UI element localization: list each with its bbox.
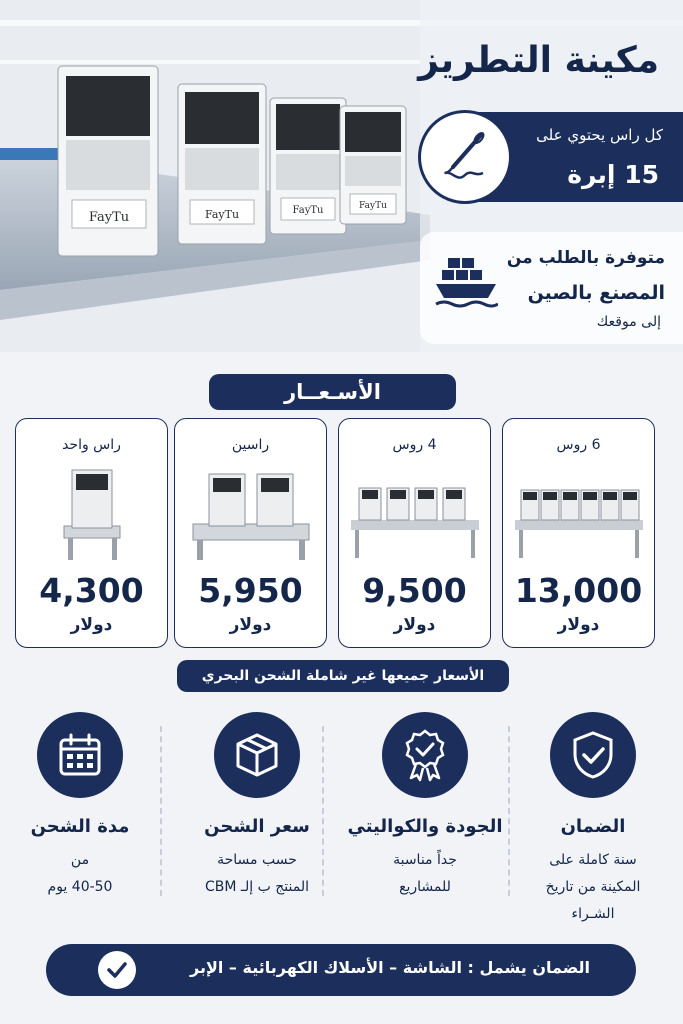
price-currency: دولار bbox=[70, 615, 113, 635]
brand-label-2: FayTu bbox=[204, 208, 240, 221]
price-currency: دولار bbox=[557, 615, 600, 635]
divider bbox=[160, 726, 162, 896]
machine-1-head-image bbox=[24, 464, 160, 564]
feature-line: سنة كاملة على bbox=[549, 852, 637, 868]
feature-line: من bbox=[70, 852, 90, 868]
calendar-icon bbox=[37, 712, 123, 798]
machine-6-heads-image bbox=[511, 464, 647, 564]
brand-label-4: FayTu bbox=[359, 201, 387, 211]
shipping-line-2: المصنع بالصين bbox=[527, 282, 665, 304]
price-value: 5,950 bbox=[198, 571, 303, 610]
machine-2-heads-image bbox=[183, 464, 319, 564]
brand-label-1: FayTu bbox=[88, 210, 130, 225]
feature-quality bbox=[345, 712, 505, 932]
price-card-2-heads bbox=[174, 418, 327, 648]
feature-line: الشـراء bbox=[571, 906, 615, 922]
feature-warranty bbox=[513, 712, 673, 932]
warranty-coverage-banner bbox=[46, 944, 636, 996]
shipping-line-3: إلى موقعك bbox=[596, 314, 661, 330]
feature-line: للمشاريع bbox=[399, 879, 451, 895]
needle-count-caption: كل راس يحتوي على bbox=[536, 126, 663, 144]
feature-shipping-duration bbox=[0, 712, 160, 932]
shield-check-icon bbox=[550, 712, 636, 798]
price-value: 4,300 bbox=[39, 571, 144, 610]
price-card-title: راس واحد bbox=[62, 437, 121, 453]
feature-title: الضمان bbox=[560, 816, 626, 837]
price-currency: دولار bbox=[393, 615, 436, 635]
prices-heading: الأسـعــار bbox=[209, 374, 456, 410]
machine-4-heads-image bbox=[347, 464, 483, 564]
feature-title: الجودة والكواليتي bbox=[347, 816, 503, 837]
feature-line: 40-50 يوم bbox=[47, 879, 113, 895]
price-card-6-heads bbox=[502, 418, 655, 648]
box-icon bbox=[214, 712, 300, 798]
feature-shipping-price bbox=[177, 712, 337, 932]
price-card-1-head bbox=[15, 418, 168, 648]
feature-line: المكينة من تاريخ bbox=[545, 879, 641, 895]
page-title: مكينة التطريز bbox=[418, 40, 659, 81]
price-card-4-heads bbox=[338, 418, 491, 648]
feature-title: مدة الشحن bbox=[30, 816, 130, 837]
needle-thread-icon bbox=[418, 110, 512, 204]
brand-label-3: FayTu bbox=[292, 205, 324, 216]
machine-head bbox=[58, 66, 158, 256]
price-card-title: 6 روس bbox=[556, 437, 601, 453]
divider bbox=[508, 726, 510, 896]
price-value: 9,500 bbox=[362, 571, 467, 610]
quality-badge-icon bbox=[382, 712, 468, 798]
needle-count-value: 15 إبرة bbox=[567, 160, 659, 189]
warranty-coverage-text: الضمان يشمل : الشاشة – الأسلاك الكهربائية – الإبر bbox=[190, 958, 590, 977]
price-card-title: راسين bbox=[231, 437, 270, 453]
cargo-ship-icon bbox=[434, 252, 498, 312]
price-value: 13,000 bbox=[514, 571, 643, 610]
price-currency: دولار bbox=[229, 615, 272, 635]
price-card-title: 4 روس bbox=[392, 437, 437, 453]
shipping-line-1: متوفرة بالطلب من bbox=[506, 248, 665, 268]
feature-line: المنتج ب إلـ CBM bbox=[205, 879, 309, 895]
feature-title: سعر الشحن bbox=[204, 816, 310, 837]
check-circle-icon bbox=[98, 951, 136, 989]
shipping-excluded-note: الأسعار جميعها غير شاملة الشحن البحري bbox=[177, 660, 509, 692]
feature-line: حسب مساحة bbox=[217, 852, 297, 868]
feature-line: جداً مناسبة bbox=[393, 852, 457, 868]
hero-banner bbox=[0, 0, 683, 352]
